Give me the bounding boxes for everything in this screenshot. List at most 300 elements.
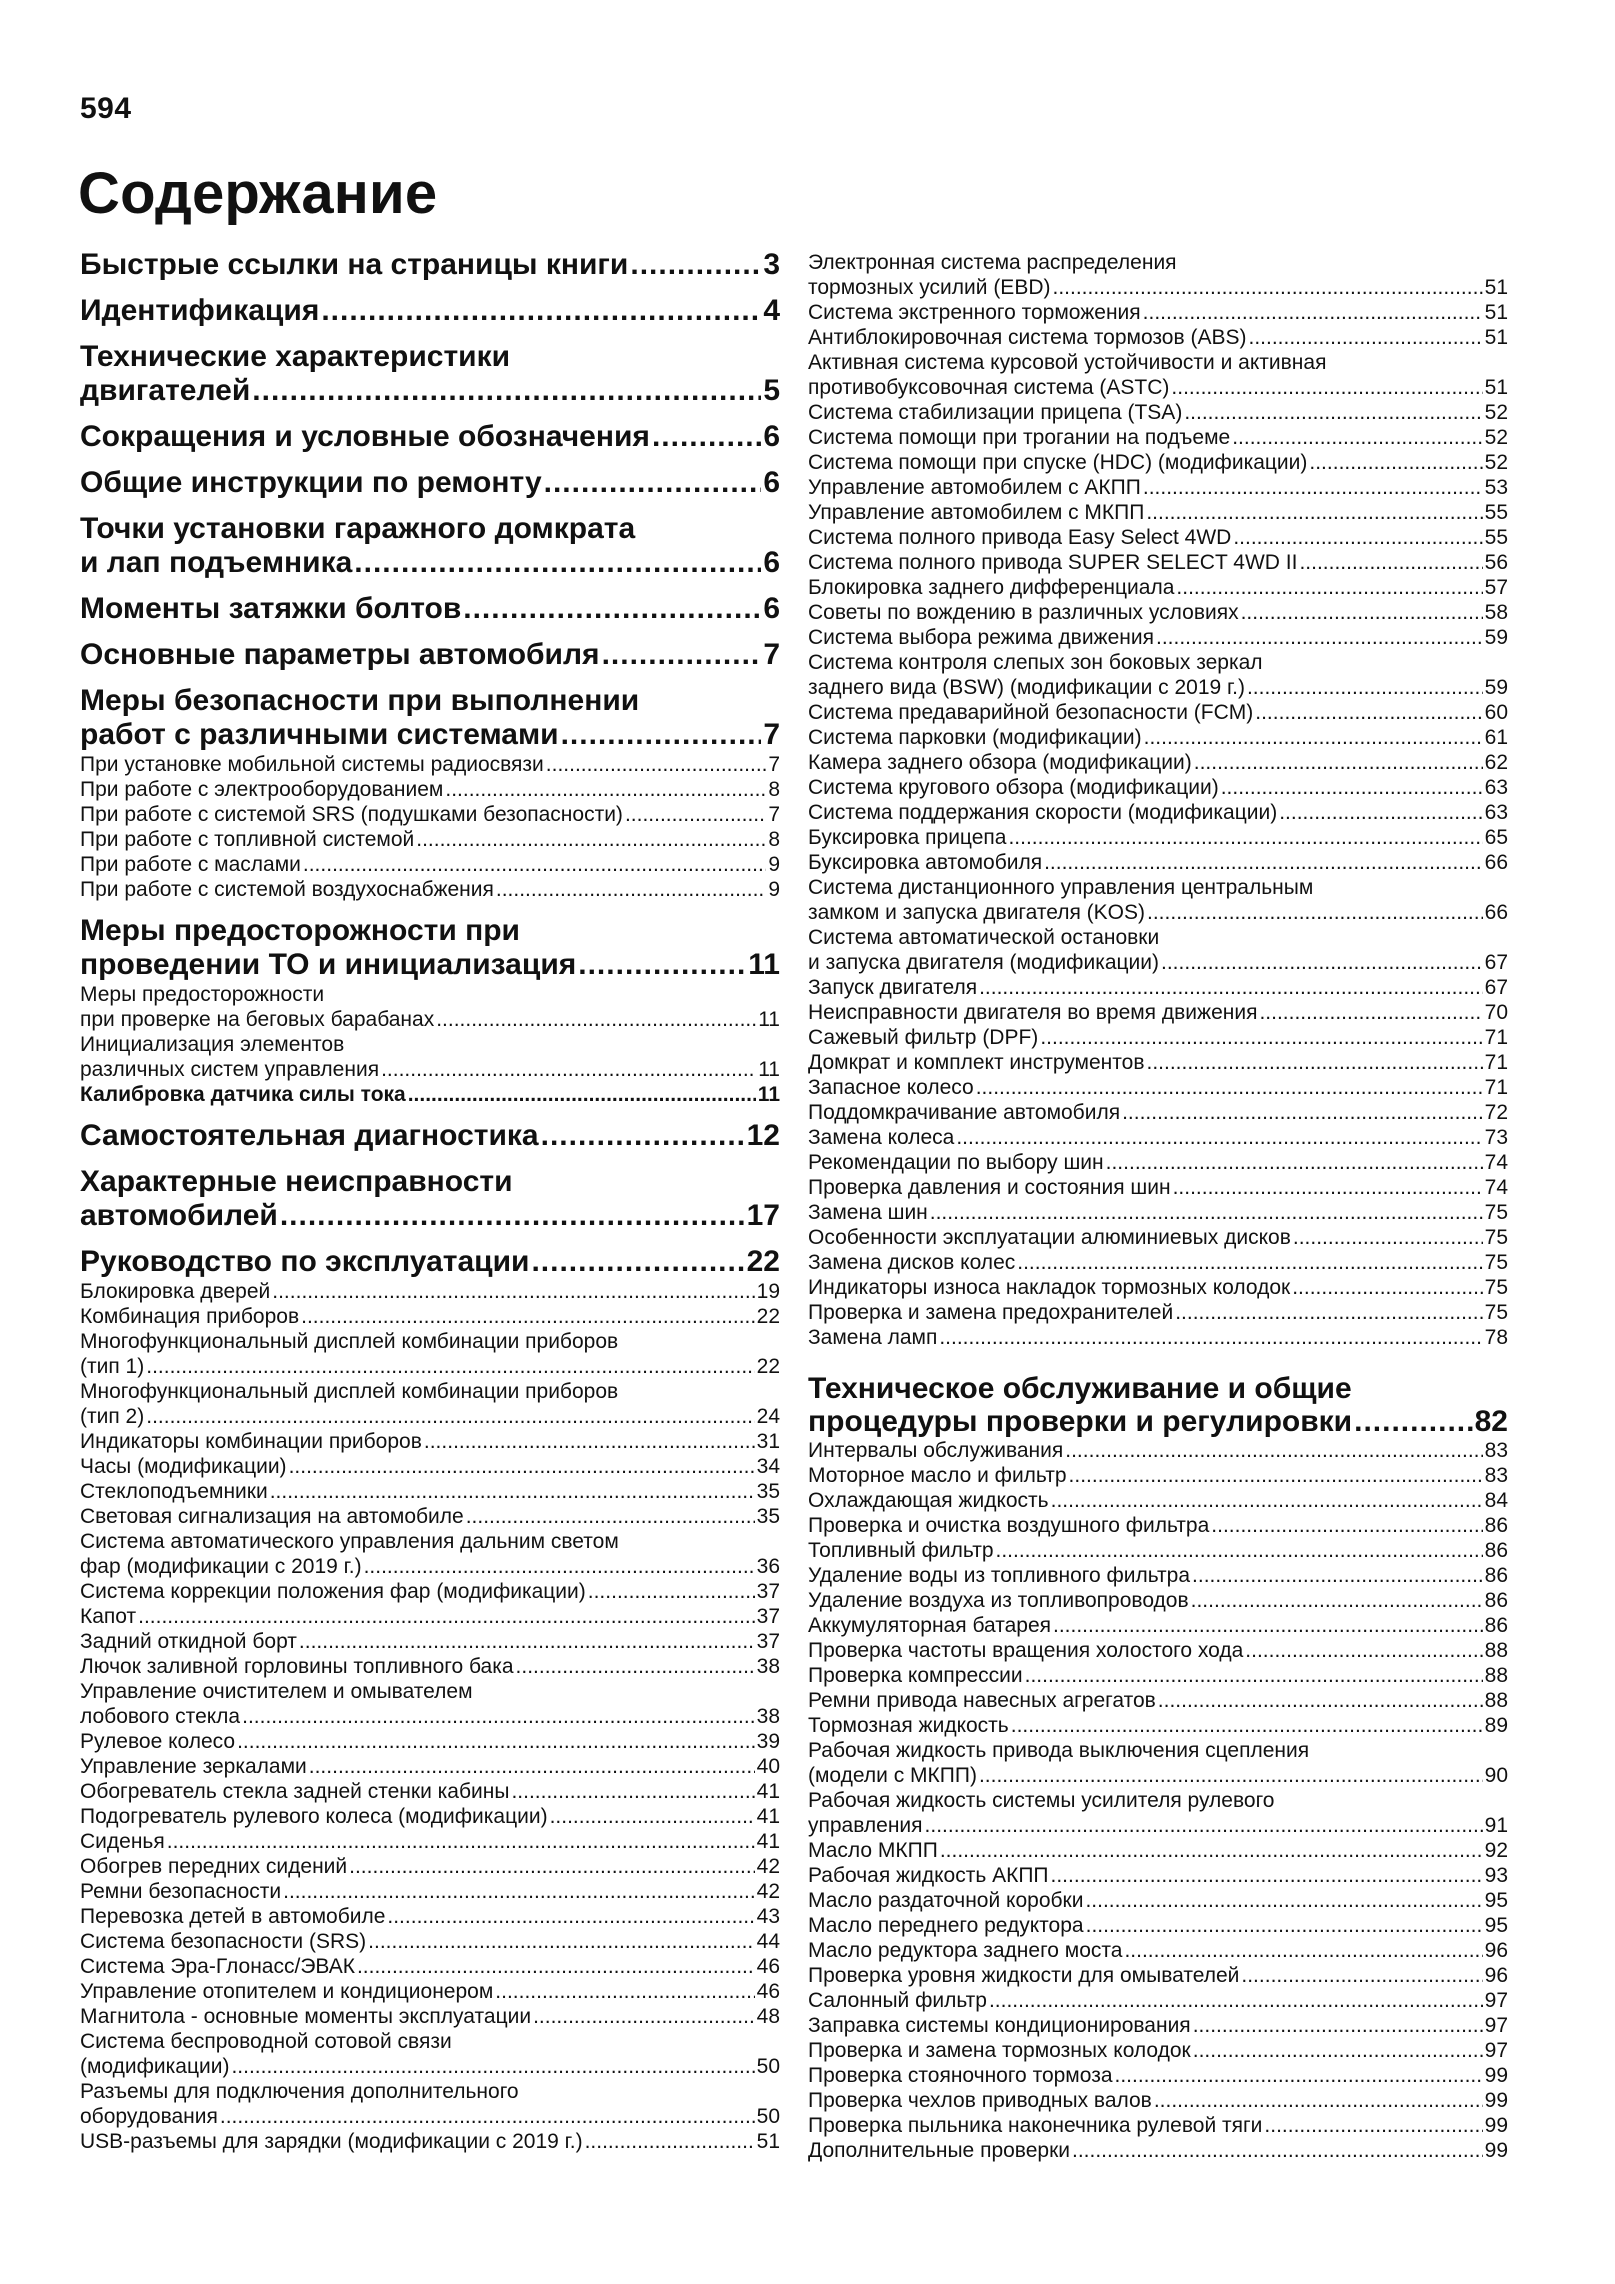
dot-leader — [1184, 400, 1482, 425]
toc-entry — [80, 802, 780, 827]
dot-leader — [496, 877, 766, 902]
toc-entry — [80, 777, 780, 802]
dot-leader — [1299, 550, 1482, 575]
toc-entry-text: Управление автомобилем с АКПП — [808, 476, 1141, 499]
dot-leader — [381, 1057, 756, 1082]
toc-page-number: 88 — [1484, 1664, 1508, 1687]
dot-leader — [272, 1279, 754, 1304]
toc-page-number: 67 — [1484, 951, 1508, 974]
toc-entry-text: Сокращения и условные обозначения — [80, 420, 650, 453]
dot-leader — [1293, 1225, 1483, 1250]
toc-entry-text: Заправка системы кондиционирования — [808, 2014, 1191, 2037]
toc-page-number: 51 — [1484, 376, 1508, 399]
toc-page-number: 8 — [768, 778, 780, 801]
toc-entry — [80, 2029, 780, 2079]
toc-entry — [808, 350, 1508, 400]
toc-entry-text: Управление очистителем и омывателем — [80, 1680, 473, 1703]
toc-page-number: 50 — [756, 2105, 780, 2128]
dot-leader — [1053, 1613, 1483, 1638]
toc-page-number: 7 — [768, 753, 780, 776]
toc-page-number: 9 — [768, 878, 780, 901]
toc-page-number: 36 — [756, 1555, 780, 1578]
toc-page-number: 86 — [1484, 1514, 1508, 1537]
dot-leader — [930, 1200, 1483, 1225]
toc-entry-text: Управление зеркалами — [80, 1755, 307, 1778]
toc-entry — [808, 1438, 1508, 1463]
dot-leader — [303, 852, 766, 877]
toc-entry — [808, 800, 1508, 825]
toc-entry-text: Обогрев передних сидений — [80, 1855, 348, 1878]
toc-page-number: 86 — [1484, 1614, 1508, 1637]
dot-leader — [1052, 275, 1482, 300]
dot-leader — [976, 1075, 1483, 1100]
toc-entry — [80, 1429, 780, 1454]
toc-entry-text: Идентификация — [80, 294, 320, 327]
toc-entry — [80, 1032, 780, 1082]
toc-page-number: 42 — [756, 1880, 780, 1903]
toc-entry-text: процедуры проверки и регулировки — [808, 1405, 1353, 1438]
dot-leader — [550, 1804, 755, 1829]
toc-entry — [80, 1929, 780, 1954]
toc-entry-text: Блокировка дверей — [80, 1280, 271, 1303]
dot-leader — [1122, 1100, 1483, 1125]
toc-entry-text: Проверка частоты вращения холостого хода — [808, 1639, 1244, 1662]
toc-entry — [808, 300, 1508, 325]
dot-leader — [1154, 2088, 1483, 2113]
toc-entry-text: противобуксовочная система (ASTC) — [808, 376, 1170, 399]
toc-page-number: 88 — [1484, 1689, 1508, 1712]
dot-leader — [516, 1654, 755, 1679]
toc-entry-text: Система полного привода SUPER SELECT 4WD II — [808, 551, 1298, 574]
dot-leader — [252, 374, 761, 408]
toc-entry-text: Задний откидной борт — [80, 1630, 297, 1653]
toc-page-number: 58 — [1484, 601, 1508, 624]
toc-entry-text: Система коррекции положения фар (модификации) — [80, 1580, 586, 1603]
toc-entry — [808, 1125, 1508, 1150]
toc-entry — [808, 1938, 1508, 1963]
toc-entry — [808, 850, 1508, 875]
toc-entry — [808, 2088, 1508, 2113]
dot-leader — [1309, 450, 1482, 475]
toc-entry — [80, 1654, 780, 1679]
toc-page-number: 59 — [1484, 626, 1508, 649]
toc-entry-text: Система Эра-Глонасс/ЭВАК — [80, 1955, 355, 1978]
toc-entry — [808, 550, 1508, 575]
toc-page-number: 5 — [763, 374, 780, 407]
toc-entry-text: Моменты затяжки болтов — [80, 592, 462, 625]
toc-section-heading — [80, 684, 780, 752]
toc-entry-text: Меры предосторожности — [80, 983, 325, 1006]
toc-entry-text: и лап подъемника — [80, 546, 353, 579]
toc-entry-text: Сиденья — [80, 1830, 165, 1853]
toc-page-number: 35 — [756, 1505, 780, 1528]
dot-leader — [408, 1082, 756, 1107]
dot-leader — [1124, 1938, 1482, 1963]
toc-page-number: 35 — [756, 1480, 780, 1503]
toc-entry-text: Удаление воды из топливного фильтра — [808, 1564, 1191, 1587]
toc-page-number: 52 — [1484, 401, 1508, 424]
toc-entry — [808, 250, 1508, 300]
toc-entry — [808, 650, 1508, 700]
toc-section-heading — [80, 340, 780, 408]
dot-leader — [1143, 300, 1483, 325]
dot-leader — [1173, 1175, 1483, 1200]
toc-entry — [808, 1000, 1508, 1025]
toc-entry-text: Система экстренного торможения — [808, 301, 1141, 324]
toc-entry — [80, 1904, 780, 1929]
toc-page-number: 11 — [758, 1058, 780, 1081]
dot-leader — [1011, 1713, 1483, 1738]
toc-entry-text: Разъемы для подключения дополнительного — [80, 2080, 519, 2103]
toc-entry-text: Проверка компрессии — [808, 1664, 1023, 1687]
toc-section-heading — [80, 592, 780, 626]
toc-entry — [808, 975, 1508, 1000]
dot-leader — [1211, 1513, 1482, 1538]
toc-entry — [808, 1663, 1508, 1688]
toc-entry — [808, 1688, 1508, 1713]
toc-page-number: 75 — [1484, 1301, 1508, 1324]
dot-leader — [541, 1119, 745, 1153]
toc-entry-text: Тормозная жидкость — [808, 1714, 1009, 1737]
toc-entry-text: Ремни привода навесных агрегатов — [808, 1689, 1156, 1712]
toc-entry — [808, 525, 1508, 550]
toc-column-left — [80, 248, 780, 2154]
dot-leader — [1106, 1150, 1483, 1175]
dot-leader — [588, 1579, 755, 1604]
toc-page-number: 86 — [1484, 1564, 1508, 1587]
toc-page-number: 83 — [1484, 1439, 1508, 1462]
toc-entry-text: Неисправности двигателя во время движения — [808, 1001, 1258, 1024]
toc-entry-text: Проверка уровня жидкости для омывателей — [808, 1964, 1240, 1987]
toc-entry — [80, 752, 780, 777]
toc-entry — [808, 1913, 1508, 1938]
toc-entry-text: Запуск двигателя — [808, 976, 978, 999]
toc-section-heading — [80, 1119, 780, 1153]
toc-column-right — [808, 250, 1508, 2163]
toc-entry — [808, 1225, 1508, 1250]
dot-leader — [602, 638, 762, 672]
toc-section-heading — [80, 294, 780, 328]
toc-entry — [808, 1713, 1508, 1738]
toc-page-number: 51 — [1484, 301, 1508, 324]
dot-leader — [1232, 425, 1482, 450]
toc-entry-text: лобового стекла — [80, 1705, 241, 1728]
dot-leader — [495, 1979, 754, 2004]
dot-leader — [1192, 1563, 1483, 1588]
toc-entry — [808, 475, 1508, 500]
dot-leader — [1176, 575, 1482, 600]
dot-leader — [167, 1829, 755, 1854]
toc-entry-text: Проверка стояночного тормоза — [808, 2064, 1113, 2087]
toc-page-number: 41 — [756, 1780, 780, 1803]
dot-leader — [533, 2004, 755, 2029]
toc-entry — [80, 982, 780, 1032]
dot-leader — [1065, 1438, 1482, 1463]
dot-leader — [1086, 1913, 1483, 1938]
dot-leader — [956, 1125, 1482, 1150]
toc-page-number: 22 — [746, 1245, 780, 1278]
dot-leader — [1241, 600, 1483, 625]
toc-page-number: 46 — [756, 1980, 780, 2003]
toc-page-number: 83 — [1484, 1464, 1508, 1487]
toc-page-number: 53 — [1484, 476, 1508, 499]
dot-leader — [1051, 1863, 1483, 1888]
toc-page-number: 97 — [1484, 2014, 1508, 2037]
toc-entry — [80, 1854, 780, 1879]
toc-entry — [808, 1200, 1508, 1225]
toc-entry-text: Система беспроводной сотовой связи — [80, 2030, 452, 2053]
toc-entry — [80, 827, 780, 852]
dot-leader — [237, 1729, 755, 1754]
toc-entry — [80, 852, 780, 877]
toc-entry-text: Многофункциональный дисплей комбинации приборов — [80, 1380, 619, 1403]
toc-entry-text: Система безопасности (SRS) — [80, 1930, 367, 1953]
toc-entry-text: Особенности эксплуатации алюминиевых дисков — [808, 1226, 1291, 1249]
toc-entry — [80, 2079, 780, 2129]
toc-entry — [808, 1488, 1508, 1513]
dot-leader — [1193, 2013, 1483, 2038]
toc-entry — [808, 1563, 1508, 1588]
toc-page-number: 99 — [1484, 2114, 1508, 2137]
toc-page-number: 86 — [1484, 1589, 1508, 1612]
toc-page-number: 4 — [763, 294, 780, 327]
toc-entry-text: При работе с системой SRS (подушками безопасности) — [80, 803, 623, 826]
toc-entry-text: при проверке на беговых барабанах — [80, 1008, 435, 1031]
dot-leader — [466, 1504, 755, 1529]
dot-leader — [357, 1954, 755, 1979]
toc-entry — [808, 450, 1508, 475]
toc-page-number: 91 — [1484, 1814, 1508, 1837]
toc-page-number: 55 — [1484, 526, 1508, 549]
toc-entry-text: Система помощи при спуске (HDC) (модификации) — [808, 451, 1308, 474]
toc-entry — [808, 1075, 1508, 1100]
dot-leader — [1259, 1000, 1482, 1025]
dot-leader — [1241, 1963, 1482, 1988]
toc-entry-text: При работе с электрооборудованием — [80, 778, 444, 801]
toc-entry — [808, 325, 1508, 350]
toc-entry — [808, 600, 1508, 625]
toc-entry-text: Быстрые ссылки на страницы книги — [80, 248, 629, 281]
toc-section-heading — [80, 248, 780, 282]
toc-entry — [80, 1082, 780, 1107]
dot-leader — [436, 1007, 756, 1032]
dot-leader — [387, 1904, 754, 1929]
toc-entry — [80, 1754, 780, 1779]
toc-entry — [80, 1479, 780, 1504]
toc-entry-text: Система контроля слепых зон боковых зеркал — [808, 651, 1263, 674]
toc-entry-text: Управление автомобилем с МКПП — [808, 501, 1145, 524]
toc-entry — [808, 2063, 1508, 2088]
toc-entry-text: USB-разъемы для зарядки (модификации с 2019 г.) — [80, 2130, 583, 2153]
dot-leader — [1146, 500, 1482, 525]
toc-page-number: 97 — [1484, 2039, 1508, 2062]
toc-page-number: 38 — [756, 1655, 780, 1678]
toc-page-number: 78 — [1484, 1326, 1508, 1349]
toc-entry-text: управления — [808, 1814, 923, 1837]
toc-page-number: 75 — [1484, 1276, 1508, 1299]
toc-entry-text: и запуска двигателя (модификации) — [808, 951, 1160, 974]
dot-leader — [301, 1304, 755, 1329]
toc-entry-text: Антиблокировочная система тормозов (ABS) — [808, 326, 1247, 349]
toc-entry — [808, 2138, 1508, 2163]
toc-entry-text: Буксировка автомобиля — [808, 851, 1043, 874]
toc-entry — [808, 1838, 1508, 1863]
toc-entry-text: Сажевый фильтр (DPF) — [808, 1026, 1039, 1049]
toc-entry-text: Ремни безопасности — [80, 1880, 282, 1903]
dot-leader — [283, 1879, 755, 1904]
dot-leader — [1115, 2063, 1483, 2088]
toc-entry-text: Часы (модификации) — [80, 1455, 287, 1478]
dot-leader — [416, 827, 766, 852]
toc-page-number: 84 — [1484, 1489, 1508, 1512]
toc-page-number: 39 — [756, 1730, 780, 1753]
toc-entry-text: Инициализация элементов — [80, 1033, 345, 1056]
toc-entry-text: Проверка пыльника наконечника рулевой тяги — [808, 2114, 1263, 2137]
toc-entry-text: различных систем управления — [80, 1058, 380, 1081]
toc-page-number: 37 — [756, 1630, 780, 1653]
toc-page-number: 75 — [1484, 1226, 1508, 1249]
toc-entry-text: При работе с топливной системой — [80, 828, 415, 851]
dot-leader — [1193, 2038, 1483, 2063]
toc-page-number: 11 — [757, 1083, 780, 1106]
toc-page-number: 99 — [1484, 2139, 1508, 2162]
toc-page-number: 86 — [1484, 1539, 1508, 1562]
dot-leader — [242, 1704, 755, 1729]
toc-page-number: 6 — [763, 420, 780, 453]
toc-entry-text: Аккумуляторная батарея — [808, 1614, 1051, 1637]
toc-entry-text: проведении ТО и инициализация — [80, 948, 577, 981]
toc-section-heading — [80, 466, 780, 500]
toc-page-number: 51 — [1484, 326, 1508, 349]
toc-entry-text: Точки установки гаражного домкрата — [80, 512, 636, 545]
toc-entry-text: Масло переднего редуктора — [808, 1914, 1084, 1937]
dot-leader — [1279, 800, 1482, 825]
toc-entry-text: Советы по вождению в различных условиях — [808, 601, 1239, 624]
dot-leader — [220, 2104, 755, 2129]
dot-leader — [1194, 750, 1483, 775]
toc-page-number: 99 — [1484, 2089, 1508, 2112]
toc-section-heading — [80, 638, 780, 672]
dot-leader — [1247, 675, 1483, 700]
toc-entry — [808, 1588, 1508, 1613]
toc-page-number: 89 — [1484, 1714, 1508, 1737]
toc-page-number: 37 — [756, 1605, 780, 1628]
dot-leader — [996, 1538, 1483, 1563]
toc-entry — [808, 1050, 1508, 1075]
dot-leader — [1072, 2138, 1483, 2163]
dot-leader — [989, 1988, 1483, 2013]
dot-leader — [1069, 1463, 1483, 1488]
toc-entry-text: Дополнительные проверки — [808, 2139, 1070, 2162]
toc-entry-text: Лючок заливной горловины топливного бака — [80, 1655, 514, 1678]
toc-entry-text: Самостоятельная диагностика — [80, 1119, 539, 1152]
dot-leader — [1245, 1638, 1482, 1663]
toc-entry — [808, 1613, 1508, 1638]
toc-entry-text: Система стабилизации прицепа (TSA) — [808, 401, 1183, 424]
dot-leader — [231, 2054, 754, 2079]
toc-page-number: 99 — [1484, 2064, 1508, 2087]
dot-leader — [625, 802, 766, 827]
toc-entry — [808, 1150, 1508, 1175]
toc-entry-text: Система кругового обзора (модификации) — [808, 776, 1219, 799]
toc-entry-text: работ с различными системами — [80, 718, 559, 751]
toc-entry — [808, 1025, 1508, 1050]
toc-entry-text: Электронная система распределения — [808, 251, 1177, 274]
toc-entry — [808, 875, 1508, 925]
toc-page-number: 75 — [1484, 1201, 1508, 1224]
toc-entry-text: Стеклоподъемники — [80, 1480, 268, 1503]
dot-leader — [1040, 1025, 1482, 1050]
toc-page-number: 96 — [1484, 1939, 1508, 1962]
toc-entry-text: Замена колеса — [808, 1126, 955, 1149]
toc-page-number: 46 — [756, 1955, 780, 1978]
toc-page-number: 74 — [1484, 1151, 1508, 1174]
toc-page-number: 60 — [1484, 701, 1508, 724]
toc-entry-text: (модели с МКПП) — [808, 1764, 977, 1787]
toc-page-number: 41 — [756, 1830, 780, 1853]
toc-entry-text: Система дистанционного управления центральным — [808, 876, 1314, 899]
page-title: Содержание — [78, 161, 438, 226]
toc-entry — [808, 500, 1508, 525]
toc-page-number: 11 — [758, 1008, 780, 1031]
toc-entry-text: Перевозка детей в автомобиле — [80, 1905, 386, 1928]
dot-leader — [546, 752, 767, 777]
toc-entry — [80, 1604, 780, 1629]
toc-entry-text: Технические характеристики — [80, 340, 511, 373]
toc-entry — [80, 2129, 780, 2154]
toc-page-number: 72 — [1484, 1101, 1508, 1124]
toc-page-number: 7 — [763, 718, 780, 751]
toc-page-number: 95 — [1484, 1889, 1508, 1912]
toc-entry — [808, 1638, 1508, 1663]
toc-page-number: 3 — [763, 248, 780, 281]
toc-entry-text: Техническое обслуживание и общие — [808, 1372, 1352, 1405]
dot-leader — [1008, 825, 1482, 850]
toc-page-number: 67 — [1484, 976, 1508, 999]
toc-page-number: 22 — [756, 1355, 780, 1378]
toc-page-number: 41 — [756, 1805, 780, 1828]
dot-leader — [1354, 1405, 1473, 1438]
toc-entry — [80, 1454, 780, 1479]
toc-entry-text: Индикаторы износа накладок тормозных колодок — [808, 1276, 1291, 1299]
toc-entry-text: Буксировка прицепа — [808, 826, 1007, 849]
toc-page-number: 66 — [1484, 851, 1508, 874]
dot-leader — [939, 1325, 1482, 1350]
toc-entry-text: Проверка и замена предохранителей — [808, 1301, 1174, 1324]
toc-page-number: 9 — [768, 853, 780, 876]
toc-entry-text: Охлаждающая жидкость — [808, 1489, 1049, 1512]
toc-page-number: 82 — [1474, 1405, 1508, 1438]
toc-page-number: 61 — [1484, 726, 1508, 749]
dot-leader — [585, 2129, 755, 2154]
toc-entry-text: Замена шин — [808, 1201, 928, 1224]
toc-entry-text: Основные параметры автомобиля — [80, 638, 600, 671]
dot-leader — [270, 1479, 755, 1504]
toc-entry — [808, 1325, 1508, 1350]
toc-entry-text: Проверка и очистка воздушного фильтра — [808, 1514, 1210, 1537]
dot-leader — [1044, 850, 1483, 875]
toc-entry — [80, 1954, 780, 1979]
toc-entry-text: Салонный фильтр — [808, 1989, 987, 2012]
toc-entry — [808, 1863, 1508, 1888]
toc-entry-text: Рабочая жидкость системы усилителя рулевого — [808, 1789, 1275, 1812]
toc-entry — [808, 2038, 1508, 2063]
toc-entry — [80, 1579, 780, 1604]
toc-section-heading — [80, 420, 780, 454]
toc-entry — [808, 625, 1508, 650]
dot-leader — [544, 466, 762, 500]
dot-leader — [1161, 950, 1483, 975]
